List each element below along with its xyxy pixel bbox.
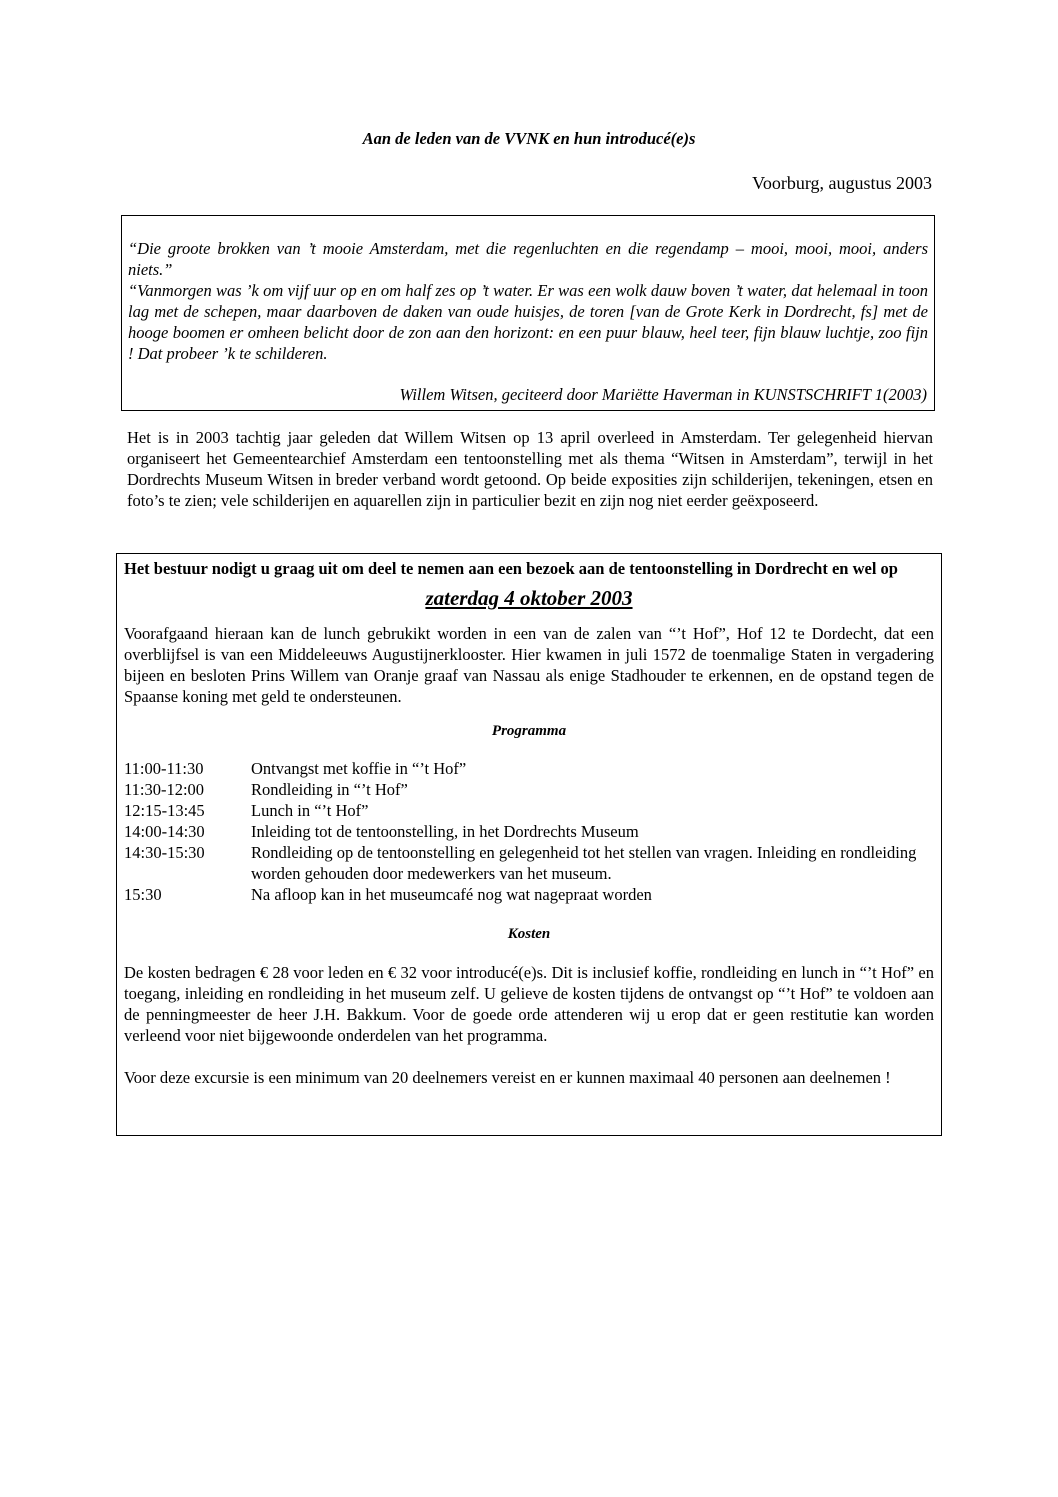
costs-text: De kosten bedragen € 28 voor leden en € 32 voor introducé(e)s. Dit is inclusief koffie, rondleiding en lunch in “’t Hof” en toegang, inleiding en rondleiding in het museum zelf. U gelieve de kosten tijdens de ontvangst op “’t Hof” te voldoen aan de penningmeester de heer J.H. Bakkum. Voor de goede orde attenderen wij u erop dat er geen restitutie kan worden verleend voor niet bijgewoonde onderdelen van het programma. — [124, 963, 934, 1045]
program-row — [124, 800, 934, 821]
program-row — [124, 779, 934, 800]
place-date: Voorburg, augustus 2003 — [752, 173, 932, 193]
paragraph-spacer — [124, 1046, 934, 1067]
program-row — [124, 884, 934, 905]
program-description: Inleiding tot de tentoonstelling, in het Dordrechts Museum — [251, 822, 639, 841]
program-heading: Programma — [491, 723, 567, 739]
quote-attribution: Willem Witsen, geciteerd door Mariëtte Haverman in KUNSTSCHRIFT 1(2003) — [399, 385, 927, 404]
quote-line-1: “Die groote brokken van ’t mooie Amsterdam, met die regenluchten en die regendamp – mooi, mooi, mooi, anders niets.” — [128, 239, 928, 279]
program-row — [124, 758, 934, 779]
program-list — [124, 758, 934, 905]
program-description: Na afloop kan in het museumcafé nog wat nagepraat worden — [251, 885, 652, 904]
event-date: zaterdag 4 oktober 2003 — [425, 586, 633, 610]
program-description: Lunch in “’t Hof” — [251, 801, 369, 820]
invitation-title: Het bestuur nodigt u graag uit om deel te nemen aan een bezoek aan de tentoonstelling in Dordrecht en wel op — [124, 559, 898, 578]
quote-line-2: “Vanmorgen was ’k om vijf uur op en om half zes op ’t water. Er was een wolk dauw boven ’t water, dat helemaal in toon lag met de schepen, maar daarboven de daken van oude huisjes, de toren [van de Grote Kerk in Dordrecht, fs] met de hooge boomen er omheen belicht door de zon aan den horizont: en een puur blauw, heel teer, fijn blauw luchtje, zoo fijn ! Dat probeer ’k te schilderen. — [128, 281, 928, 363]
intro-paragraph: Het is in 2003 tachtig jaar geleden dat Willem Witsen op 13 april overleed in Amsterdam. Ter gelegenheid hiervan organiseert het Gemeentearchief Amsterdam een tentoonstelling met als thema “Witsen in Amsterdam”, terwijl in het Dordrechts Museum Witsen in breder verband wordt getoond. Op beide exposities zijn schilderijen, tekeningen, etsen en foto’s te zien; vele schilderijen en aquarellen zijn in particulier bezit en zijn nog niet eerder geëxposeerd. — [127, 428, 933, 510]
program-description: Rondleiding in “’t Hof” — [251, 780, 408, 799]
program-time: 11:00-11:30 — [124, 759, 204, 778]
program-time: 15:30 — [124, 885, 162, 904]
program-time: 14:30-15:30 — [124, 843, 205, 862]
program-row — [124, 842, 934, 884]
costs-heading: Kosten — [507, 926, 551, 942]
program-description: Ontvangst met koffie in “’t Hof” — [251, 759, 467, 778]
program-description: Rondleiding op de tentoonstelling en gelegenheid tot het stellen van vragen. Inleiding en rondleiding worden gehouden door medewerkers van het museum. — [251, 843, 917, 883]
program-row — [124, 821, 934, 842]
quote-box — [121, 215, 935, 411]
invitation-box — [116, 553, 942, 1136]
minimum-participants-text: Voor deze excursie is een minimum van 20 deelnemers vereist en er kunnen maximaal 40 personen aan deelnemen ! — [124, 1068, 891, 1087]
program-time: 11:30-12:00 — [124, 780, 205, 799]
letter-heading: Aan de leden van de VVNK en hun introducé(e)s — [362, 129, 696, 148]
program-time: 12:15-13:45 — [124, 801, 205, 820]
invitation-text: Voorafgaand hieraan kan de lunch gebrukikt worden in een van de zalen van “’t Hof”, Hof 12 te Dordecht, dat een overblijfsel is van een Middeleeuws Augustijnerklooster. Hier kwamen in juli 1572 de toenmalige Staten in vergadering bijeen en besloten Prins Willem van Oranje graaf van Nassau als enige Stadhouder te erkennen, en de opstand tegen de Spaanse koning met geld te ondersteunen. — [124, 624, 934, 706]
program-time: 14:00-14:30 — [124, 822, 205, 841]
